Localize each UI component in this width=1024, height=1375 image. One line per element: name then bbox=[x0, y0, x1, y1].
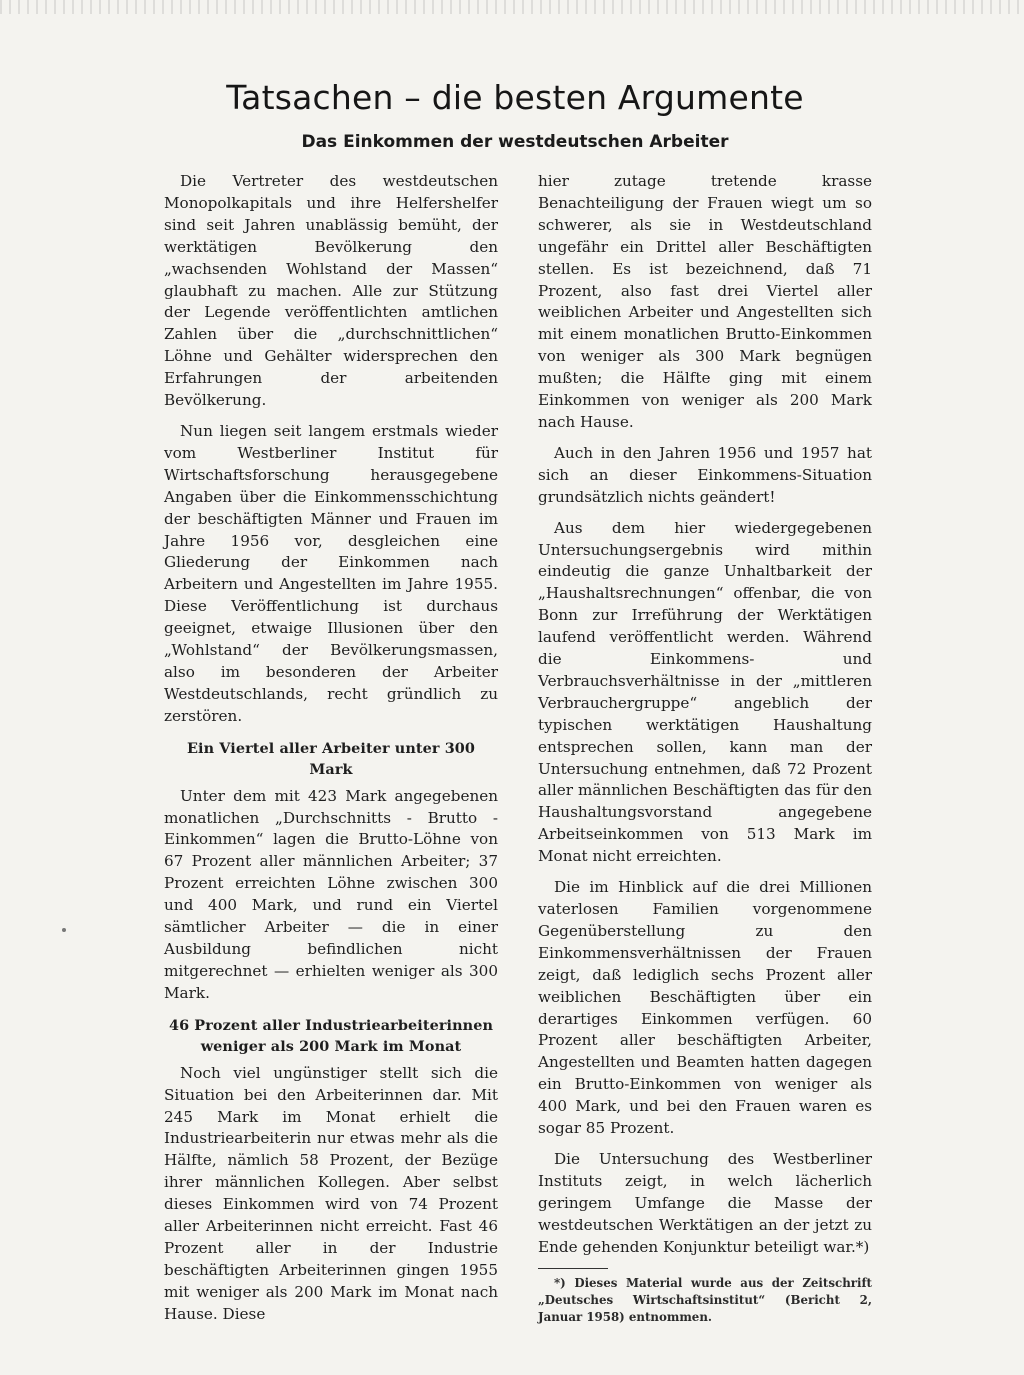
scan-speck bbox=[62, 928, 66, 932]
paragraph: Unter dem mit 423 Mark angegebenen monatlichen „Durchschnitts - Brutto - Einkommen“ lagen die Brutto-Löhne von 67 Prozent aller männlichen Arbeiter; 37 Prozent erreichten Löhne zwischen 300 und 400 Mark, und rund ein Viertel sämtlicher Arbeiter — die in einer Ausbildung befindlichen nicht mitgerechnet — erhielten weniger als 300 Mark. bbox=[164, 786, 498, 1002]
left-column bbox=[164, 171, 498, 1335]
paragraph: Die Untersuchung des Westberliner Instituts zeigt, in welch lächerlich geringem Umfange die Masse der westdeutschen Werktätigen an der jetzt zu Ende gehenden Konjunktur beteiligt war.*) bbox=[538, 1149, 872, 1256]
paragraph: Die Vertreter des westdeutschen Monopolkapitals und ihre Helfershelfer sind seit Jahren unablässig bemüht, der werktätigen Bevölkerung den „wachsenden Wohlstand der Massen“ glaubhaft zu machen. Alle zur Stützung der Legende veröffentlichten amtlichen Zahlen über die „durchschnittlichen“ Löhne und Gehälter widersprechen den Erfahrungen der arbeitenden Bevölkerung. bbox=[164, 172, 498, 410]
footnote: *) Dieses Material wurde aus der Zeitschrift „Deutsches Wirtschaftsinstitut“ (Bericht 2, Januar 1958) entnommen. bbox=[538, 1275, 872, 1324]
section-heading: Ein Viertel aller Arbeiter unter 300 Mark bbox=[186, 739, 476, 778]
section-heading: 46 Prozent aller Industriearbeiterinnen weniger als 200 Mark im Monat bbox=[168, 1016, 494, 1055]
paragraph: Die im Hinblick auf die drei Millionen vaterlosen Familien vorgenommene Gegenüberstellung zu den Einkommensverhältnissen der Frauen zeigt, daß lediglich sechs Prozent aller weiblichen Beschäftigten über ein derartiges Einkommen verfügen. 60 Prozent aller beschäftigten Arbeiter, Angestellten und Beamten hatten dagegen ein Brutto-Einkommen von weniger als 400 Mark, und bei den Frauen waren es sogar 85 Prozent. bbox=[538, 878, 872, 1138]
paragraph: Auch in den Jahren 1956 und 1957 hat sich an dieser Einkommens-Situation grundsätzlich nichts geändert! bbox=[538, 443, 872, 506]
scan-edge-noise bbox=[0, 0, 1024, 14]
article-title: Tatsachen – die besten Argumente bbox=[226, 78, 804, 117]
article-subtitle: Das Einkommen der westdeutschen Arbeiter bbox=[301, 132, 729, 152]
paragraph: hier zutage tretende krasse Benachteiligung der Frauen wiegt um so schwerer, als sie in Westdeutschland ungefähr ein Drittel aller Beschäftigten stellen. Es ist bezeichnend, daß 71 Prozent, also fast drei Viertel aller weiblichen Arbeiter und Angestellten sich mit einem monatlichen Brutto-Einkommen von weniger als 300 Mark begnügen mußten; die Hälfte ging mit einem Einkommen von weniger als 200 Mark nach Hause. bbox=[538, 172, 872, 431]
paragraph: Nun liegen seit langem erstmals wieder vom Westberliner Institut für Wirtschaftsforschung herausgegebene Angaben über die Einkommensschichtung der beschäftigten Männer und Frauen im Jahre 1956 vor, desgleichen eine Gliederung der Einkommen nach Arbeitern und Angestellten im Jahre 1955. Diese Veröffentlichung ist durchaus geeignet, etwaige Illusionen über den „Wohlstand“ der Bevölkerungsmassen, also im besonderen der Arbeiter Westdeutschlands, recht gründlich zu zerstören. bbox=[164, 421, 498, 725]
paragraph: Aus dem hier wiedergegebenen Untersuchungsergebnis wird mithin eindeutig die ganze Unhaltbarkeit der „Haushaltsrechnungen“ offenbar, die von Bonn zur Irreführung der Werktätigen laufend veröffentlicht werden. Während die Einkommens- und Verbrauchsverhältnisse in der „mittleren Verbrauchergruppe“ angeblich der typischen werktätigen Haushaltung entsprechen sollen, kann man der Untersuchung entnehmen, daß 72 Prozent aller männlichen Beschäftigten das für den Haushaltungsvorstand angegebene Arbeitseinkommen von 513 Mark im Monat nicht erreichten. bbox=[538, 518, 872, 866]
footnote-divider bbox=[538, 1268, 608, 1269]
paragraph: Noch viel ungünstiger stellt sich die Situation bei den Arbeiterinnen dar. Mit 245 Mark im Monat erhielt die Industriearbeiterin nur etwas mehr als die Hälfte, nämlich 58 Prozent, der Bezüge ihrer männlichen Kollegen. Aber selbst dieses Einkommen wird von 74 Prozent aller Arbeiterinnen nicht erreicht. Fast 46 Prozent aller in der Industrie beschäftigten Arbeiterinnen gingen 1955 mit weniger als 200 Mark im Monat nach Hause. Diese bbox=[164, 1063, 498, 1323]
right-column bbox=[538, 171, 872, 1335]
